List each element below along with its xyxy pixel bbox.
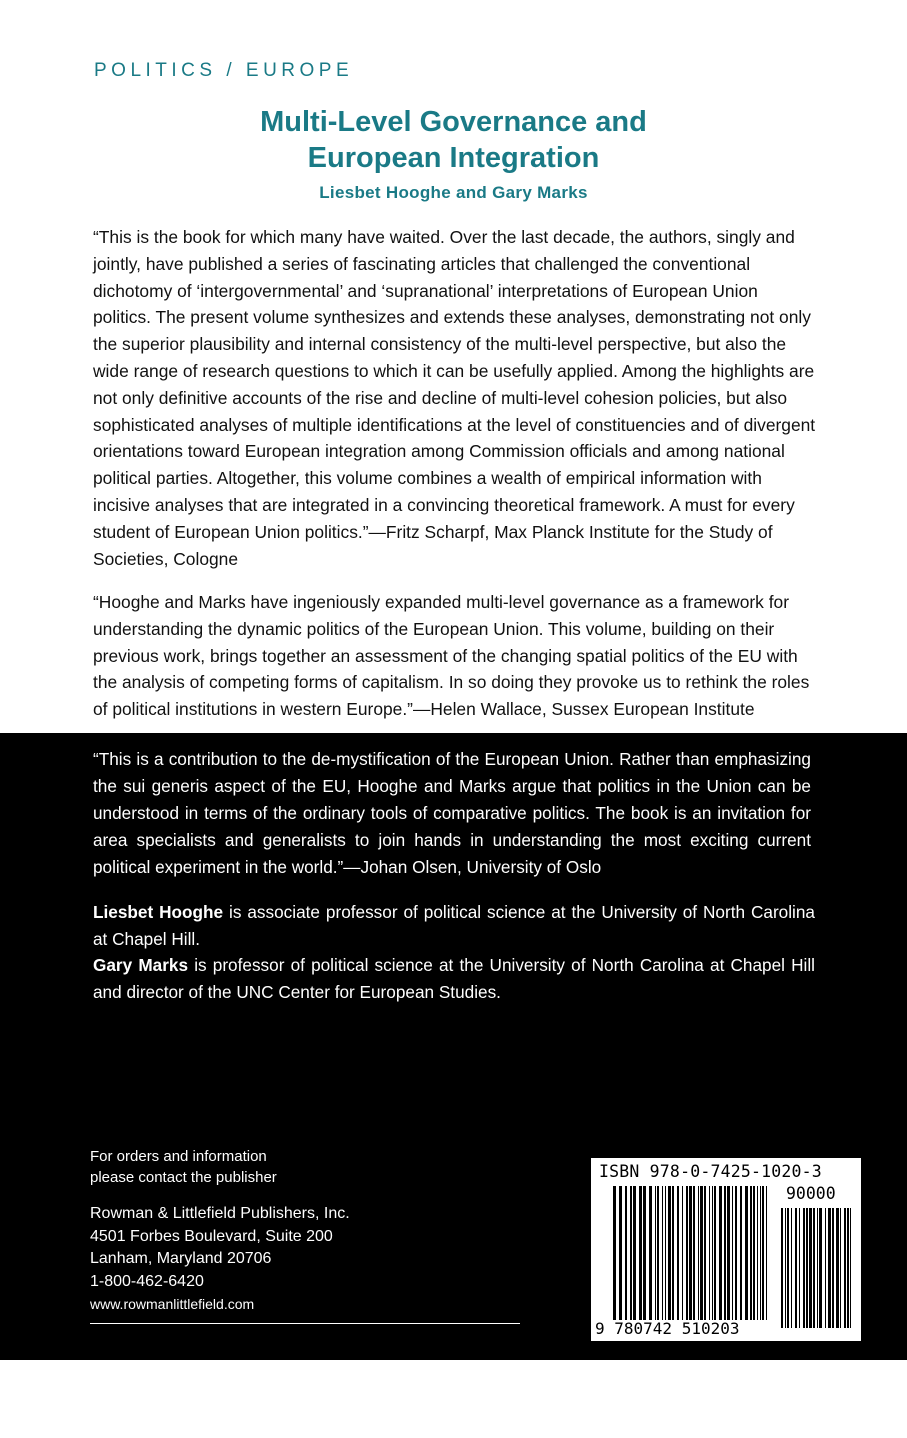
barcode-digits: 9 780742 510203 (595, 1319, 740, 1338)
title-line-1: Multi-Level Governance and (260, 106, 647, 138)
barcode-bar (850, 1208, 851, 1328)
barcode-bar (704, 1186, 706, 1320)
barcode-bar (700, 1186, 703, 1320)
cover-bottom-band (0, 733, 907, 1360)
barcode-bar (727, 1186, 730, 1320)
barcode-bar (828, 1208, 831, 1328)
barcode-bar (712, 1186, 713, 1320)
barcode-bar (698, 1186, 699, 1320)
orders-line: please contact the publisher (90, 1169, 277, 1186)
price-code: 90000 (786, 1184, 836, 1203)
publisher-name: Rowman & Littlefield Publishers, Inc. (90, 1205, 350, 1222)
barcode-bar (847, 1208, 849, 1328)
barcode-bar (668, 1186, 671, 1320)
barcode-bar (686, 1186, 688, 1320)
publisher-url[interactable]: www.rowmanlittlefield.com (90, 1296, 255, 1312)
endorsement-quote-wallace: “Hooghe and Marks have ingeniously expanded multi-level governance as a framework for understanding the dynamic politics of the European Union. This volume, building on their previous work, brings together an assessment of the changing spatial politics of the EU with the analysis of competing forms of capitalism. In so doing they provoke us to rethink the roles of political institutions in western Europe.”—Helen Wallace, Sussex European Institute (93, 592, 810, 720)
barcode-bar (719, 1186, 722, 1320)
barcode-bar (817, 1208, 818, 1328)
author-bio-name: Liesbet Hooghe (93, 902, 224, 922)
author-bio-text: is associate professor of political science at the University of North Carolina at Chapel Hill. (93, 902, 815, 949)
barcode-bar (662, 1186, 663, 1320)
endorsement-quote-scharpf: “This is the book for which many have waited. Over the last decade, the authors, singly and jointly, have published a series of fascinating articles that challenged the conventional dichotomy of ‘intergovernmental’ and ‘supranational’ interpretations of European Union politics. The present volume synthesizes and extends these analyses, demonstrating not only the superior plausibility and internal consistency of the multi-level perspective, but also the wide range of research questions to which it can be usefully applied. Among the highlights are not only definitive accounts of the rise and decline of multi-level cohesion policies, but also sophisticated analyses of multiple identifications at the level of constituencies and of divergent orientations toward European integration among Commission officials and among national political parties. Altogether, this volume combines a wealth of empirical information with incisive analyses that are integrated in a convincing theoretical framework. A must for every student of European Union politics.”—Fritz Scharpf, Max Planck Institute for the Study of Societies, Cologne (93, 227, 816, 569)
barcode-bar (781, 1208, 783, 1328)
barcode-bar (649, 1186, 652, 1320)
barcode-bar (732, 1186, 733, 1320)
barcode-bar (682, 1186, 683, 1320)
isbn-barcode (591, 1158, 861, 1341)
author-bio-hooghe (93, 899, 815, 952)
barcode-bar (844, 1208, 846, 1328)
publisher-phone: 1-800-462-6420 (90, 1272, 204, 1290)
barcode-bar (766, 1186, 767, 1320)
barcode-bar (709, 1186, 710, 1320)
barcode-bar (753, 1186, 755, 1320)
barcode-bar (760, 1186, 761, 1320)
isbn-number: ISBN 978-0-7425-1020-3 (599, 1162, 822, 1181)
barcode-bar (785, 1208, 786, 1328)
publisher-info (90, 1203, 350, 1316)
barcode-bar (809, 1208, 812, 1328)
barcode-bar (787, 1208, 789, 1328)
barcode-bar (693, 1186, 695, 1320)
author-bio-marks (93, 952, 815, 1005)
barcode-bar (665, 1186, 666, 1320)
barcode-bar (799, 1208, 800, 1328)
barcode-bar (750, 1186, 752, 1320)
barcode-bar (630, 1186, 632, 1320)
barcode-bar (836, 1208, 839, 1328)
barcode-addon-bars (781, 1208, 851, 1328)
orders-line: For orders and information (90, 1148, 267, 1165)
author-bio-name: Gary Marks (93, 955, 189, 975)
barcode-bar (735, 1186, 737, 1320)
barcode-bar (819, 1208, 822, 1328)
publisher-city: Lanham, Maryland 20706 (90, 1250, 272, 1267)
barcode-bar (813, 1208, 815, 1328)
book-title (0, 104, 907, 176)
category-label: POLITICS / EUROPE (94, 60, 354, 81)
barcode-bar (619, 1186, 622, 1320)
barcode-bar (613, 1186, 616, 1320)
barcode-bar (791, 1208, 792, 1328)
barcode-bar (714, 1186, 716, 1320)
endorsement-quote-olsen: “This is a contribution to the de-mystification of the European Union. Rather than emphasizing the sui generis aspect of the EU, Hooghe and Marks argue that politics in the Union can be understood in terms of the ordinary tools of comparative politics. The book is an invitation for area specialists and generalists to join hands in understanding the most exciting current political experiment in the world.”—Johan Olsen, University of Oslo (93, 749, 811, 877)
barcode-bar (806, 1208, 808, 1328)
barcode-bars (613, 1186, 768, 1320)
publisher-address: 4501 Forbes Boulevard, Suite 200 (90, 1227, 333, 1245)
barcode-bar (740, 1186, 742, 1320)
barcode-bar (762, 1186, 764, 1320)
barcode-bar (745, 1186, 748, 1320)
barcode-bar (689, 1186, 692, 1320)
barcode-bar (655, 1186, 656, 1320)
barcode-bar (625, 1186, 627, 1320)
barcode-bar (832, 1208, 834, 1328)
barcode-bar (643, 1186, 646, 1320)
barcode-bar (825, 1208, 826, 1328)
barcode-bar (840, 1208, 841, 1328)
barcode-bar (633, 1186, 636, 1320)
barcode-bar (677, 1186, 679, 1320)
book-authors: Liesbet Hooghe and Gary Marks (319, 183, 588, 202)
barcode-bar (757, 1186, 758, 1320)
title-line-2: European Integration (307, 142, 600, 174)
barcode-bar (639, 1186, 642, 1320)
barcode-bar (795, 1208, 797, 1328)
barcode-bar (657, 1186, 659, 1320)
divider-line (90, 1323, 520, 1324)
barcode-bar (672, 1186, 674, 1320)
author-bio-text: is professor of political science at the University of North Carolina at Chapel Hill and director of the UNC Center for European Studies. (93, 955, 815, 1002)
barcode-bar (724, 1186, 726, 1320)
orders-info (90, 1146, 277, 1188)
barcode-bar (803, 1208, 805, 1328)
